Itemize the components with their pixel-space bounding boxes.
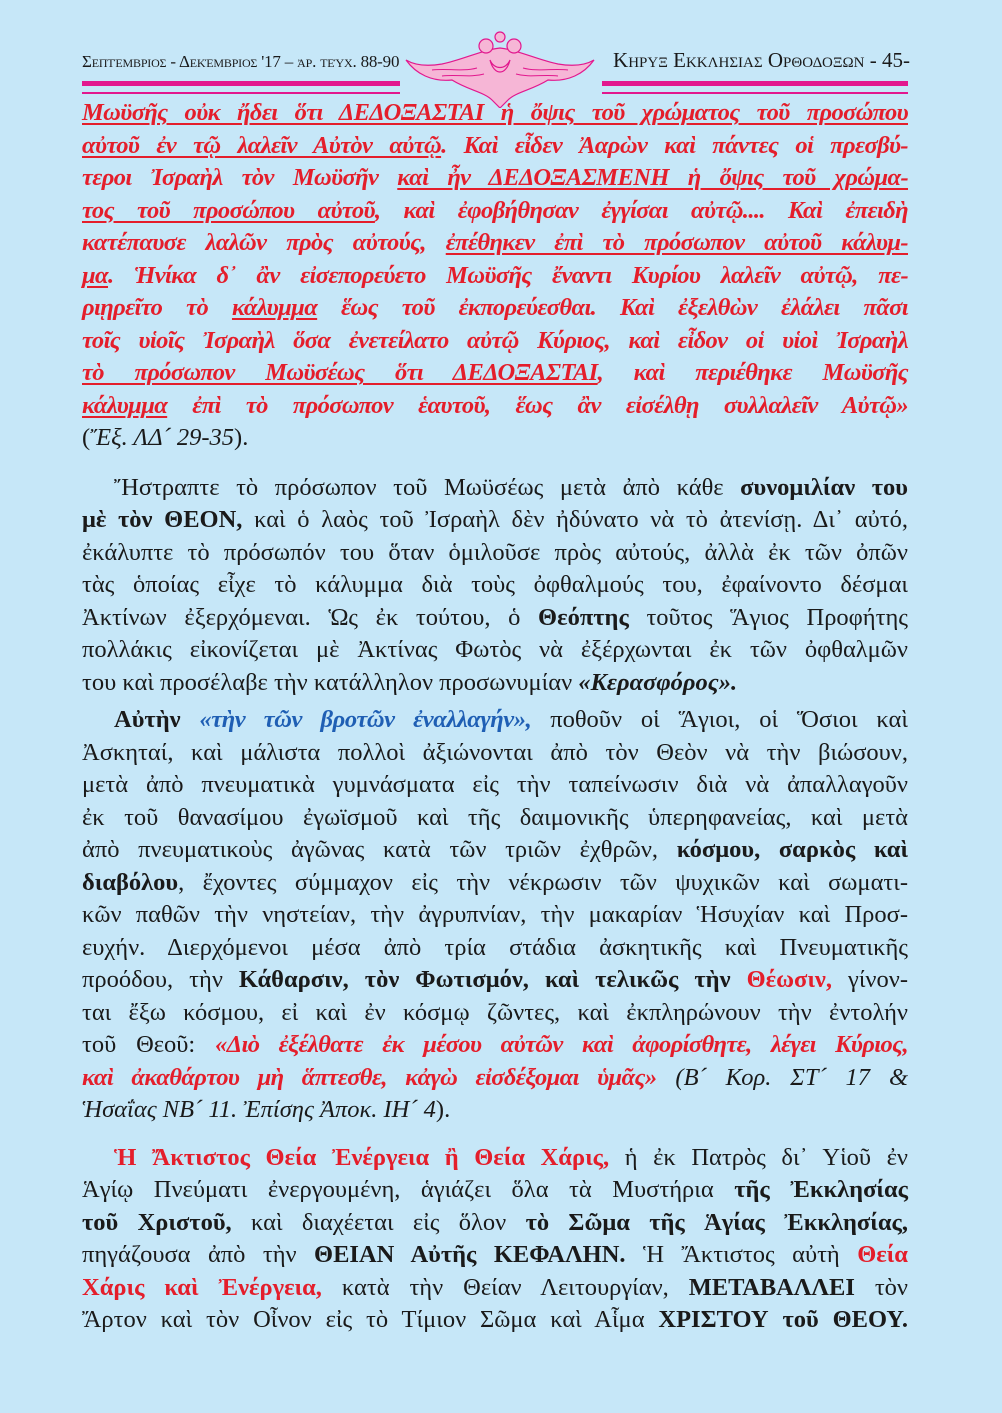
text-run: (Β´ Κορ. ΣΤ´ 17 & <box>656 1063 908 1091</box>
text-run: «Κερασφόρος». <box>578 668 738 696</box>
text-run: Ἡσαΐας ΝΒ´ 11. Ἐπίσης Ἀποκ. ΙΗ´ 4 <box>82 1096 436 1123</box>
text-run: ). <box>435 1096 451 1123</box>
text-run: καὶ ὁ λαὸς τοῦ Ἰσραὴλ δὲν ἠδύνατο νὰ τὸ ἀτενίσῃ. Δι᾽ αὐτό, <box>242 506 908 533</box>
paragraph <box>82 97 908 455</box>
header-thin-rule-right <box>602 92 908 94</box>
text-line <box>82 634 908 667</box>
text-run: «Διὸ ἐξέλθατε ἐκ μέσου αὐτῶν καὶ ἀφορίσθητε, λέγει Κύριος, <box>215 1031 908 1058</box>
text-line <box>82 1304 908 1337</box>
text-line <box>82 769 908 802</box>
text-run: ΜΕΤΑΒΑΛΛΕΙ <box>688 1273 855 1301</box>
text-line <box>82 1062 908 1095</box>
text-line <box>82 1142 908 1175</box>
text-line <box>82 867 908 900</box>
text-line <box>82 357 908 390</box>
text-run: ευχήν. Διερχόμενοι μέσα ἀπὸ τρία στάδια ἀσκητικῆς καὶ Πνευματικῆς <box>82 933 908 961</box>
text-line <box>82 997 908 1030</box>
text-line <box>82 569 908 602</box>
text-run: Θεία <box>857 1241 908 1268</box>
text-run: «τὴν τῶν βροτῶν ἐναλλαγήν», <box>199 706 532 733</box>
text-run: Θέωσιν, <box>746 966 832 993</box>
text-line <box>82 162 908 195</box>
text-run: μετὰ ἀπὸ πνευματικὰ γυμνάσματα εἰς τὴν ταπείνωσιν διὰ νὰ ἀπαλλαγοῦν <box>82 771 908 798</box>
text-run: κάλυμμα <box>82 391 168 419</box>
text-line <box>82 602 908 635</box>
text-run: τεροι Ἰσραὴλ τὸν Μωϋσῆν <box>82 164 398 191</box>
text-run: κόσμου, σαρκὸς καὶ <box>676 836 908 863</box>
text-line <box>82 1094 908 1127</box>
text-line <box>82 227 908 260</box>
text-run: ΧΡΙΣΤΟΥ τοῦ ΘΕΟΥ. <box>658 1306 908 1333</box>
text-run: πολλάκις εἰκονίζεται μὲ Ἀκτίνας Φωτὸς νὰ ἐξέρχωνται ἐκ τῶν ὀφθαλμῶν <box>82 636 908 663</box>
text-run: κατὰ τὴν Θείαν Λειτουργίαν, <box>321 1273 689 1301</box>
text-run: Ἄρτον καὶ τὸν Οἶνον εἰς τὸ Τίμιον Σῶμα καὶ Αἷμα <box>82 1306 659 1333</box>
text-run: ἐπέθηκεν ἐπὶ τὸ πρόσωπον αὐτοῦ κάλυμ- <box>445 229 908 256</box>
text-line <box>82 1272 908 1305</box>
text-run: καὶ ἀκαθάρτου μὴ ἅπτεσθε, κἀγὼ εἰσδέξομαι ὑμᾶς» <box>82 1063 657 1091</box>
text-run: Ἀσκηταί, καὶ μάλιστα πολλοὶ ἀξιώνονται ἀπὸ τὸν Θεὸν νὰ τὴν βιώσουν, <box>82 738 908 766</box>
text-run: ἐπὶ τὸ πρόσωπον ἑαυτοῦ, ἕως ἂν εἰσέλθῃ συλλαλεῖν Αὐτῷ» <box>167 391 908 419</box>
text-run: κάλυμμα <box>231 294 318 321</box>
text-line <box>82 130 908 163</box>
text-run: καὶ ἦν ΔΕΔΟΞΑΣΜΕΝΗ ἡ ὄψις τοῦ χρώμα- <box>397 164 908 191</box>
text-run: ἀπὸ πνευματικοὺς ἀγῶνας κατὰ τῶν τριῶν ἐχθρῶν, <box>82 836 677 863</box>
text-run: Ἡ Ἄκτιστος Θεία Ἐνέργεια ἢ Θεία Χάρις, <box>114 1143 610 1171</box>
text-line <box>82 834 908 867</box>
text-run: προόδου, τὴν <box>82 966 239 993</box>
text-line <box>82 932 908 965</box>
text-line <box>82 390 908 423</box>
text-line <box>82 899 908 932</box>
text-run: ποθοῦν οἱ Ἅγιοι, οἱ Ὅσιοι καὶ <box>531 706 908 733</box>
article-body <box>82 97 908 1337</box>
text-line <box>82 325 908 358</box>
header-rule-right <box>602 81 908 86</box>
text-run: κατέπαυσε λαλῶν πρὸς αὐτούς, <box>82 229 446 256</box>
text-run: διαβόλου <box>82 868 179 896</box>
publication-title: Κηρυξ Εκκλησιας Ορθοδοξων <box>613 48 865 72</box>
text-run: , καὶ περιέθηκε Μωϋσῆς <box>597 359 908 386</box>
text-run: Ἤστραπτε τὸ πρόσωπον τοῦ Μωϋσέως μετὰ ἀπὸ κάθε <box>114 473 741 501</box>
text-run: τὸ πρόσωπον Μωϋσέως ὅτι ΔΕΔΟΞΑΣΤΑΙ <box>82 359 598 386</box>
text-run: τῆς Ἐκκλησίας <box>734 1176 908 1203</box>
text-run: γίνον- <box>832 966 908 993</box>
text-line <box>82 195 908 228</box>
text-run: Μωϋσῆς οὐκ ἤδει ὅτι ΔΕΔΟΞΑΣΤΑΙ ἡ ὄψις τοῦ χρώματος τοῦ προσώπου <box>82 99 908 126</box>
text-run: αὐτοῦ ἐν τῷ λαλεῖν Αὐτὸν αὐτῷ <box>82 131 442 159</box>
text-run: ται ἔξω κόσμου, εἰ καὶ ἐν κόσμῳ ζῶντες, καὶ ἐκπληρώνουν τὴν ἐντολήν <box>82 998 908 1026</box>
text-run: Ἀκτίνων ἐξερχόμεναι. Ὡς ἐκ τούτου, ὁ <box>82 603 539 631</box>
text-line <box>82 504 908 537</box>
text-line <box>82 422 908 455</box>
text-run: τὸ Σῶμα τῆς Ἁγίας Ἐκκλησίας, <box>525 1208 908 1236</box>
text-run: Χάρις καὶ Ἐνέργεια, <box>82 1273 322 1301</box>
text-run: Ἁγίῳ Πνεύματι ἐνεργουμένη, ἁγιάζει ὅλα τὰ Μυστήρια <box>82 1176 735 1203</box>
text-run: τὰς ὁποίας εἶχε τὸ κάλυμμα διὰ τοὺς ὀφθαλμούς του, ἐφαίνοντο δέσμαι <box>82 571 908 598</box>
text-run: κῶν παθῶν τὴν νηστείαν, τὴν ἀγρυπνίαν, τὴν μακαρίαν Ἡσυχίαν καὶ Προσ- <box>82 901 908 928</box>
text-run: Θεόπτης <box>538 603 629 631</box>
text-line <box>82 1174 908 1207</box>
text-run: τοῖς υἱοῖς Ἰσραὴλ ὅσα ἐνετείλατο αὐτῷ Κύριος, καὶ εἶδον οἱ υἱοὶ Ἰσραὴλ <box>82 326 908 354</box>
text-run: τοῦ Χριστοῦ, <box>82 1208 232 1236</box>
text-run: ( <box>82 424 91 451</box>
text-line <box>82 1207 908 1240</box>
text-run: μὲ τὸν ΘΕΟΝ, <box>82 506 243 533</box>
issue-info: Σεπτέμβριος - Δεκέμβριος '17 – ἀρ. τεύχ. 88-90 <box>82 52 400 71</box>
paragraph <box>82 704 908 1127</box>
text-line <box>82 964 908 997</box>
text-line <box>82 802 908 835</box>
text-run: Κάθαρσιν, τὸν Φωτισμόν, καὶ τελικῶς τὴν <box>238 966 747 993</box>
text-run: του καὶ προσέλαβε τὴν κατάλληλον προσωνυμίαν <box>82 668 579 696</box>
text-run: ). <box>234 424 249 451</box>
text-line <box>82 667 908 700</box>
text-run: Ἔξ. ΛΔ´ 29-35 <box>90 424 235 451</box>
text-line <box>82 260 908 293</box>
text-line <box>82 704 908 737</box>
text-run: Αὐτὴν <box>114 706 200 733</box>
text-line <box>82 292 908 325</box>
text-run: ἐκάλυπτε τὸ πρόσωπόν του ὅταν ὁμιλοῦσε πρὸς αὐτούς, ἀλλὰ ἐκ τῶν ὀπῶν <box>82 538 908 566</box>
header-thin-rule-left <box>82 92 400 94</box>
text-line <box>82 472 908 505</box>
text-line <box>82 537 908 570</box>
publication-title-and-page <box>613 48 910 73</box>
paragraph <box>82 472 908 700</box>
text-line <box>82 737 908 770</box>
text-run: ἐκ τοῦ θανασίμου ἐγωϊσμοῦ καὶ τῆς δαιμονικῆς ὑπερηφανείας, καὶ μετὰ <box>82 803 908 831</box>
text-run: , ἔχοντες σύμμαχον εἰς τὴν νέκρωσιν τῶν ψυχικῶν καὶ σωματι- <box>178 868 908 896</box>
text-line <box>82 1239 908 1272</box>
text-run: ἕως τοῦ ἐκπορεύεσθαι. Καὶ ἐξελθὼν ἐλάλει πᾶσι <box>317 294 908 321</box>
page-number: - 45- <box>869 48 910 72</box>
text-run: τος τοῦ προσώπου αὐτοῦ <box>82 196 375 224</box>
text-line <box>82 97 908 130</box>
text-run: . Καὶ εἶδεν Ἀαρὼν καὶ πάντες οἱ πρεσβύ- <box>441 131 908 159</box>
text-run: πηγάζουσα ἀπὸ τὴν <box>82 1241 315 1268</box>
text-run: , καὶ ἐφοβήθησαν ἐγγίσαι αὐτῷ.... Καὶ ἐπειδὴ <box>374 196 908 224</box>
text-line <box>82 1029 908 1062</box>
text-run: μα <box>82 261 108 289</box>
text-run: . Ἡνίκα δ᾽ ἂν εἰσεπορεύετο Μωϋσῆς ἔναντι Κυρίου λαλεῖν αὐτῷ, πε- <box>107 261 908 289</box>
text-run: τοῦτος Ἅγιος Προφήτης <box>628 603 908 631</box>
header-rule-left <box>82 81 400 86</box>
text-run: συνομιλίαν του <box>740 473 908 501</box>
text-run: ριῃρεῖτο τὸ <box>82 294 232 321</box>
paragraph <box>82 1142 908 1337</box>
text-run: Ἡ Ἄκτιστος αὐτὴ <box>625 1241 858 1268</box>
text-run: τοῦ Θεοῦ: <box>82 1031 216 1058</box>
text-run: τὸν <box>854 1273 908 1301</box>
text-run: ἡ ἐκ Πατρὸς δι᾽ Υἱοῦ ἐν <box>609 1143 908 1171</box>
text-run: καὶ διαχέεται εἰς ὅλον <box>231 1208 526 1236</box>
text-run: ΘΕΙΑΝ Αὐτῆς ΚΕΦΑΛΗΝ. <box>314 1241 626 1268</box>
